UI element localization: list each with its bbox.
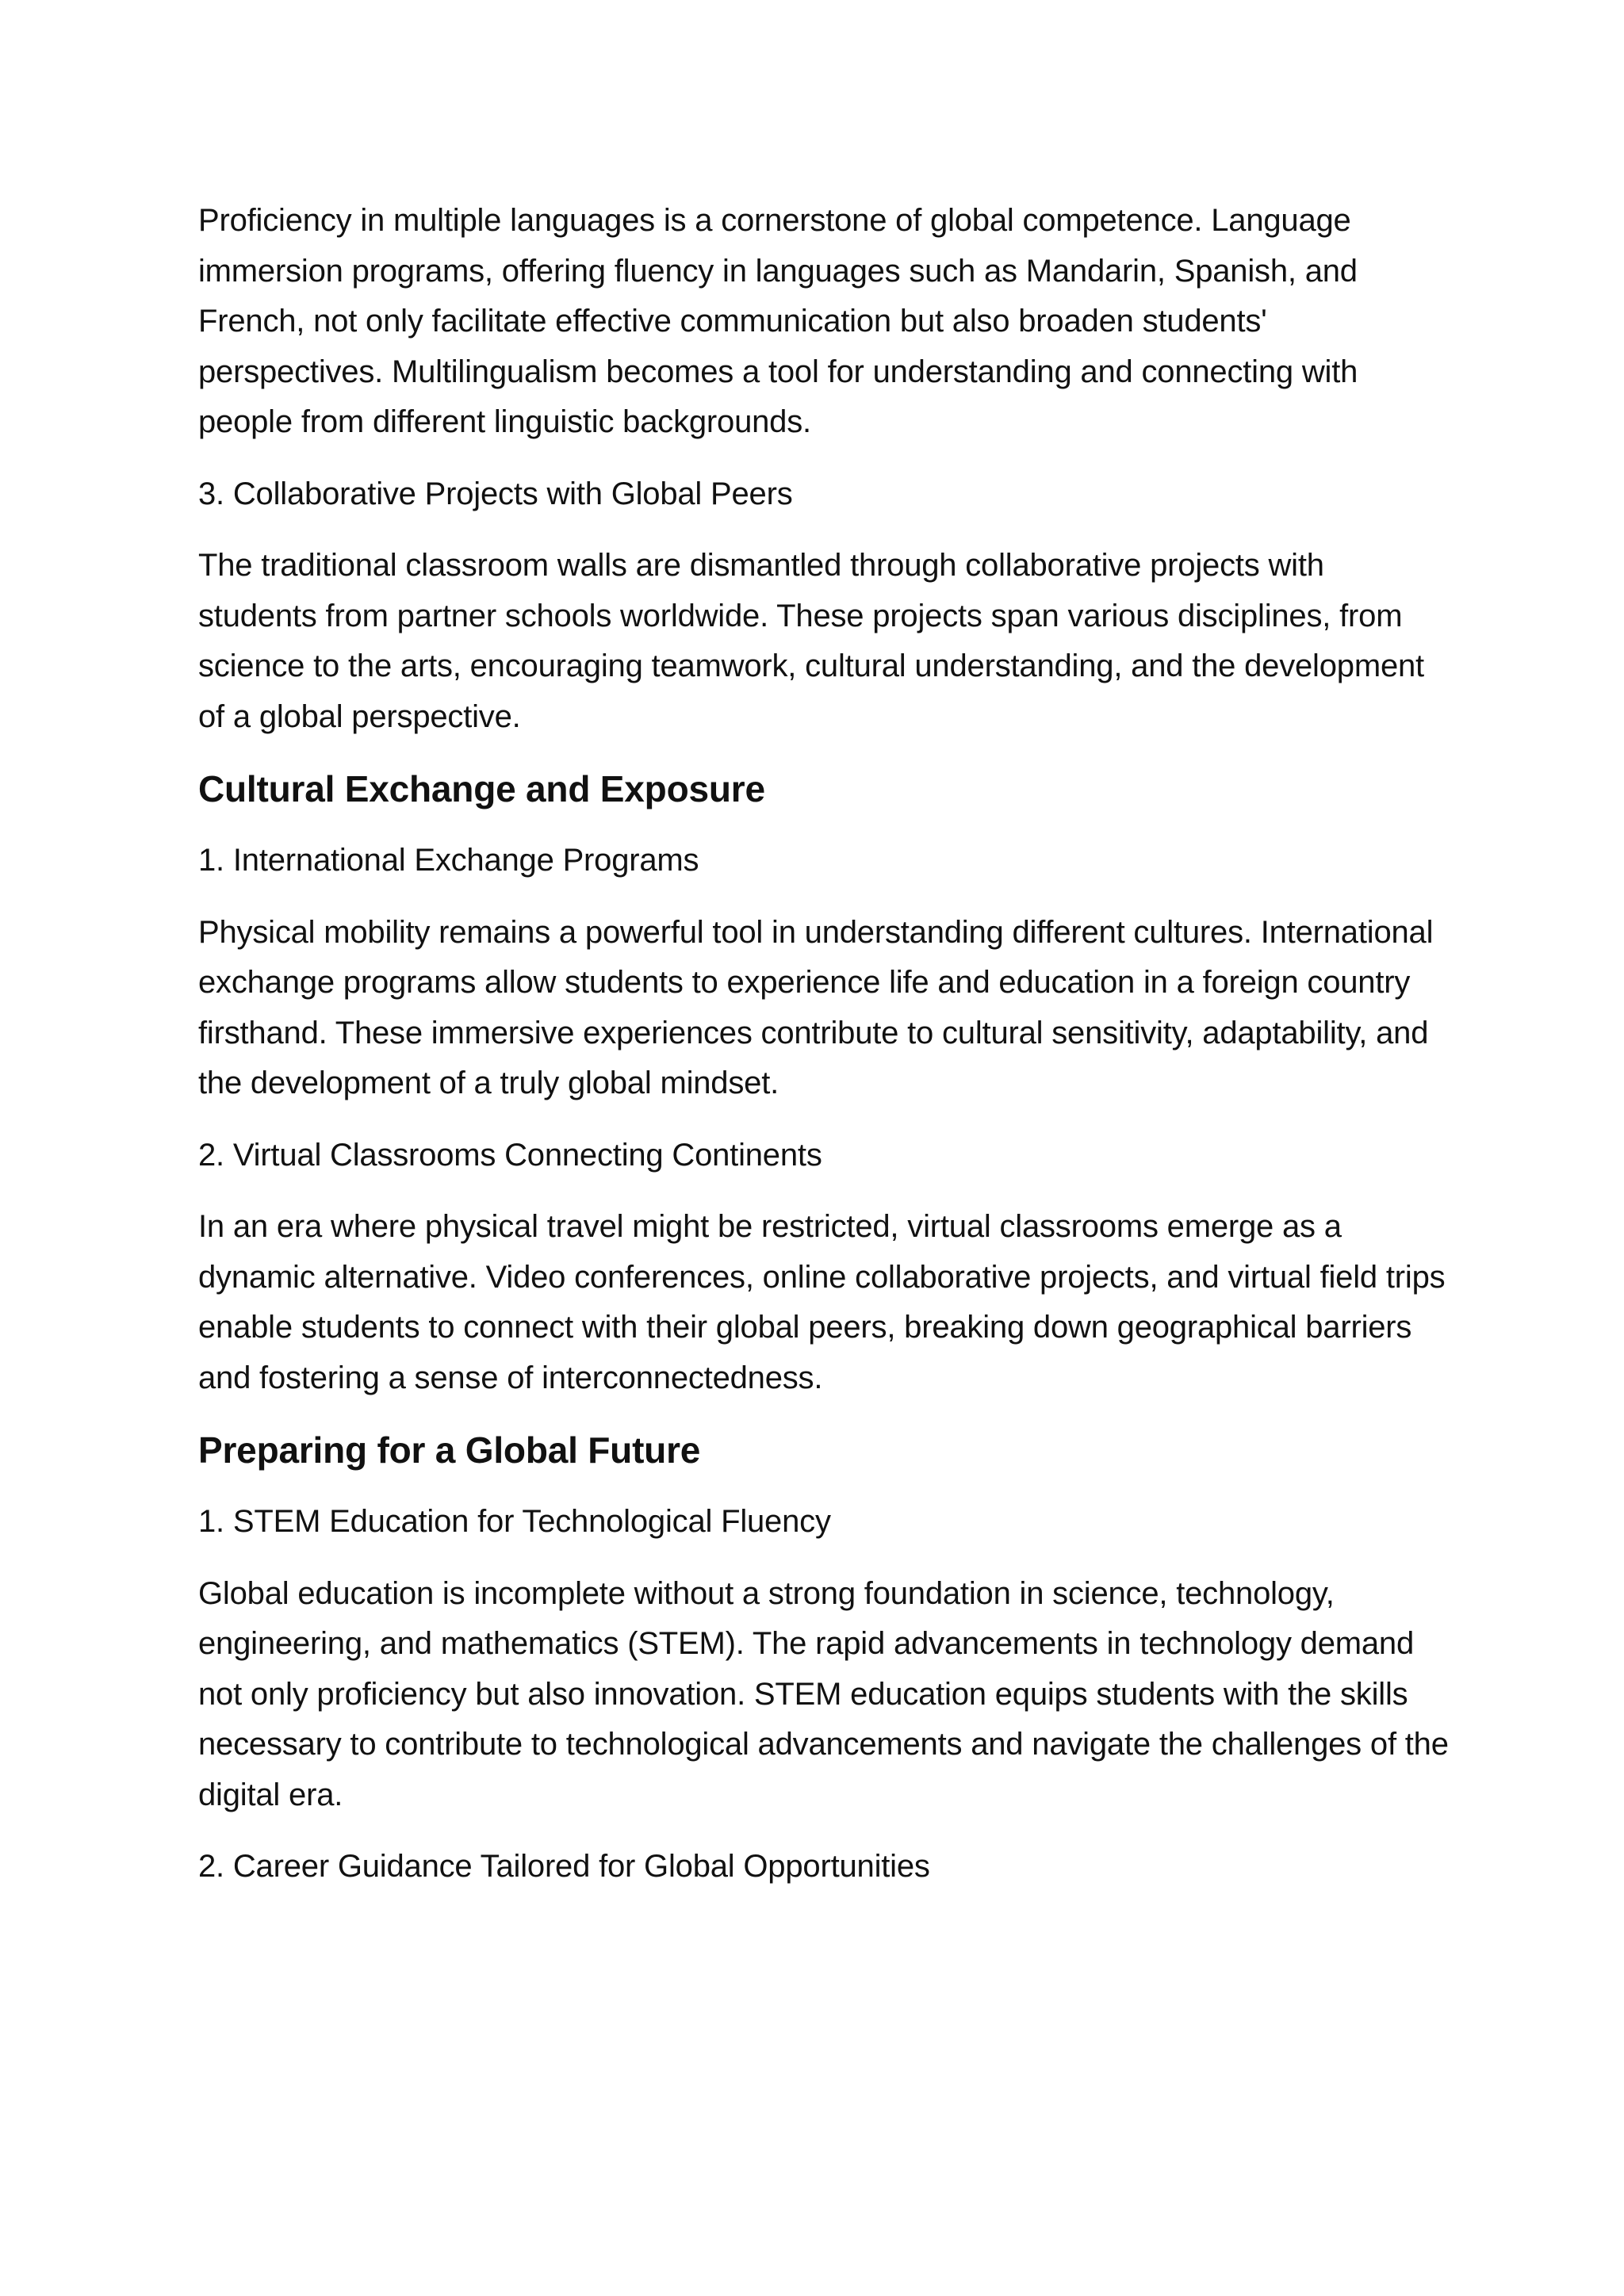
stem-education-body: Global education is incomplete without a strong foundation in science, technology, engineering, and mathematics (STEM). The rapid advancements in technology demand not only proficiency but also innovation. STEM education equips students with the skills necessary to contribute to technological advancements and navigate the challenges of the digital era. <box>198 1575 1449 1812</box>
virtual-classrooms-title: 2. Virtual Classrooms Connecting Continents <box>198 1137 822 1173</box>
collaborative-projects-body: The traditional classroom walls are dismantled through collaborative projects with students from partner schools worldwide. These projects span various disciplines, from science to the arts, encouraging teamwork, cultural understanding, and the development of a global perspective. <box>198 548 1424 734</box>
intro-paragraph: Proficiency in multiple languages is a cornerstone of global competence. Language immersion programs, offering fluency in languages such as Mandarin, Spanish, and French, not only facilitate effective communication but also broaden students' perspectives. Multilingualism becomes a tool for understanding and connecting with people from different linguistic backgrounds. <box>198 203 1358 439</box>
international-exchange-body: Physical mobility remains a powerful tool in understanding different cultures. International exchange programs allow students to experience life and education in a foreign country firsthand. These immersive experiences contribute to cultural sensitivity, adaptability, and the development of a truly global mindset. <box>198 914 1434 1100</box>
career-guidance-title: 2. Career Guidance Tailored for Global Opportunities <box>198 1849 930 1884</box>
document-page <box>198 196 1451 1914</box>
stem-education-title: 1. STEM Education for Technological Fluency <box>198 1504 831 1539</box>
international-exchange-title: 1. International Exchange Programs <box>198 843 699 878</box>
cultural-exchange-heading: Cultural Exchange and Exposure <box>198 768 765 809</box>
collaborative-projects-title: 3. Collaborative Projects with Global Peers <box>198 476 793 511</box>
global-future-heading: Preparing for a Global Future <box>198 1429 701 1471</box>
virtual-classrooms-body: In an era where physical travel might be restricted, virtual classrooms emerge as a dynamic alternative. Video conferences, online collaborative projects, and virtual field trips enable students to connect with their global peers, breaking down geographical barriers and fostering a sense of interconnectedness. <box>198 1209 1446 1395</box>
